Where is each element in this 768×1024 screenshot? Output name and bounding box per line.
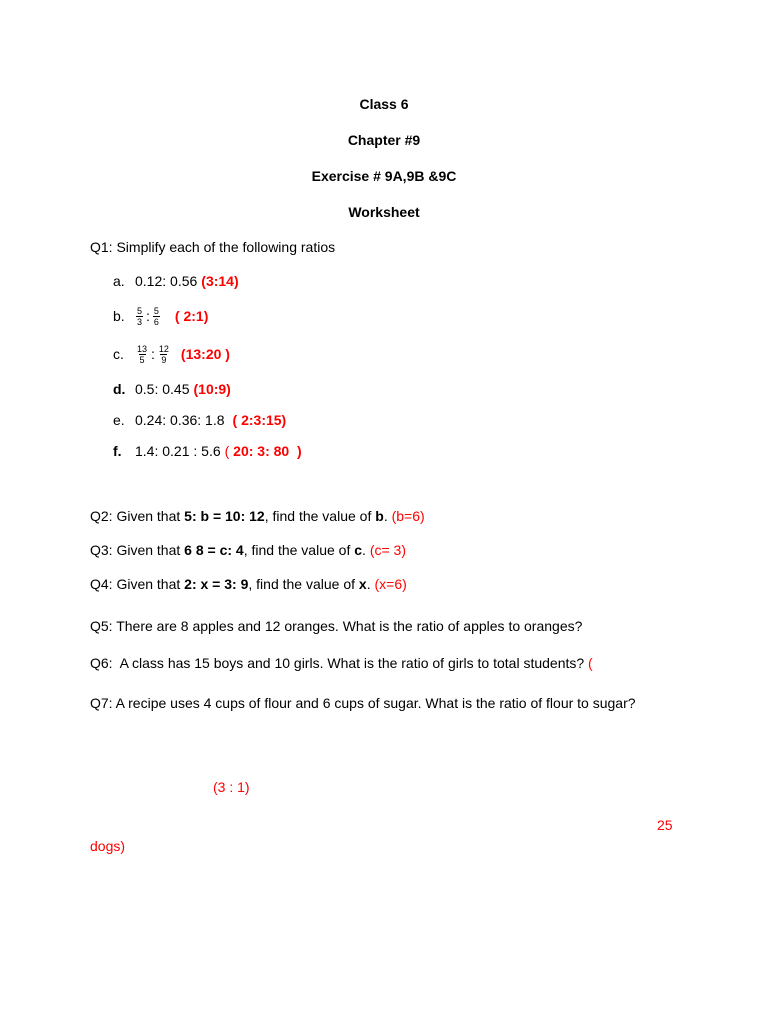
stray-answer-number: 25	[657, 817, 673, 833]
numerator: 12	[158, 343, 169, 354]
q3-middle: , find the value of	[243, 542, 355, 558]
q6	[90, 654, 593, 672]
q2	[90, 507, 425, 525]
q1-item-a	[113, 272, 239, 290]
q1-item-f	[113, 442, 302, 460]
q2-variable: b	[375, 508, 384, 524]
q2-prefix: Q2: Given that	[90, 508, 185, 524]
numerator: 13	[137, 343, 148, 354]
denominator: 3	[137, 316, 143, 327]
q6-answer-open: (	[588, 655, 593, 671]
item-answer: 20: 3: 80 )	[229, 443, 302, 459]
item-expression: 0.5: 0.45	[135, 381, 190, 397]
q1-prompt	[90, 238, 335, 256]
q4	[90, 575, 407, 593]
class-heading	[0, 95, 768, 113]
item-expression: 0.24: 0.36: 1.8	[135, 412, 225, 428]
numerator: 5	[137, 305, 143, 316]
item-answer: ( 2:1)	[174, 308, 209, 324]
q1-item-c	[113, 342, 230, 366]
q1-item-d	[113, 380, 231, 398]
chapter-heading	[0, 131, 768, 149]
q5-text: Q5: There are 8 apples and 12 oranges. What is the ratio of apples to oranges?	[90, 618, 583, 634]
q3-suffix: .	[362, 542, 370, 558]
q3	[90, 541, 406, 559]
q4-prefix: Q4: Given that	[90, 576, 185, 592]
q4-middle: , find the value of	[248, 576, 359, 592]
q3-prefix: Q3: Given that	[90, 542, 185, 558]
q4-variable: x	[358, 576, 367, 592]
worksheet-title	[0, 203, 768, 221]
ratio-separator: :	[151, 346, 155, 362]
q1-item-e	[113, 411, 286, 429]
worksheet-title-text: Worksheet	[348, 204, 420, 220]
q2-suffix: .	[383, 508, 392, 524]
q3-equation: 6 8 = c: 4	[184, 542, 244, 558]
q1-prompt-text: Q1: Simplify each of the following ratios	[90, 239, 336, 255]
q2-answer: (b=6)	[391, 508, 425, 524]
stray-answer-ratio: (3 : 1)	[213, 779, 250, 795]
fraction	[136, 306, 143, 327]
q3-variable: c	[354, 542, 363, 558]
q2-middle: , find the value of	[264, 508, 376, 524]
item-expression: 1.4: 0.21 : 5.6	[135, 443, 221, 459]
exercise-heading-text: Exercise # 9A,9B &9C	[311, 168, 457, 184]
q4-answer: (x=6)	[374, 576, 407, 592]
class-heading-text: Class 6	[359, 96, 409, 112]
item-answer-open: (	[224, 443, 230, 459]
item-label: a.	[113, 273, 125, 289]
item-label: f.	[113, 443, 122, 459]
q4-equation: 2: x = 3: 9	[184, 576, 249, 592]
numerator: 5	[153, 305, 159, 316]
item-label: e.	[113, 412, 125, 428]
q1-item-b	[113, 304, 208, 328]
stray-answer-unit: dogs)	[90, 838, 126, 854]
ratio-separator: :	[146, 308, 150, 324]
item-label: d.	[113, 381, 126, 397]
item-label: b.	[113, 308, 125, 324]
denominator: 9	[161, 354, 167, 365]
item-answer: (10:9)	[193, 381, 231, 397]
denominator: 6	[153, 316, 159, 327]
item-answer: (3:14)	[201, 273, 239, 289]
exercise-heading	[0, 167, 768, 185]
q5	[90, 617, 582, 635]
q3-answer: (c= 3)	[369, 542, 407, 558]
denominator: 5	[139, 354, 145, 365]
chapter-heading-text: Chapter #9	[347, 132, 421, 148]
q7	[90, 694, 636, 712]
fraction	[136, 344, 148, 365]
q4-suffix: .	[366, 576, 375, 592]
item-label: c.	[113, 346, 124, 362]
fraction	[153, 306, 160, 327]
item-answer: (13:20 )	[180, 346, 230, 362]
item-expression: 0.12: 0.56	[135, 273, 198, 289]
q2-equation: 5: b = 10: 12	[184, 508, 265, 524]
q7-text: Q7: A recipe uses 4 cups of flour and 6 cups of sugar. What is the ratio of flour to sugar?	[90, 695, 636, 711]
q6-text: Q6: A class has 15 boys and 10 girls. What is the ratio of girls to total students?	[90, 655, 589, 671]
fraction	[158, 344, 170, 365]
item-answer: ( 2:3:15)	[232, 412, 287, 428]
